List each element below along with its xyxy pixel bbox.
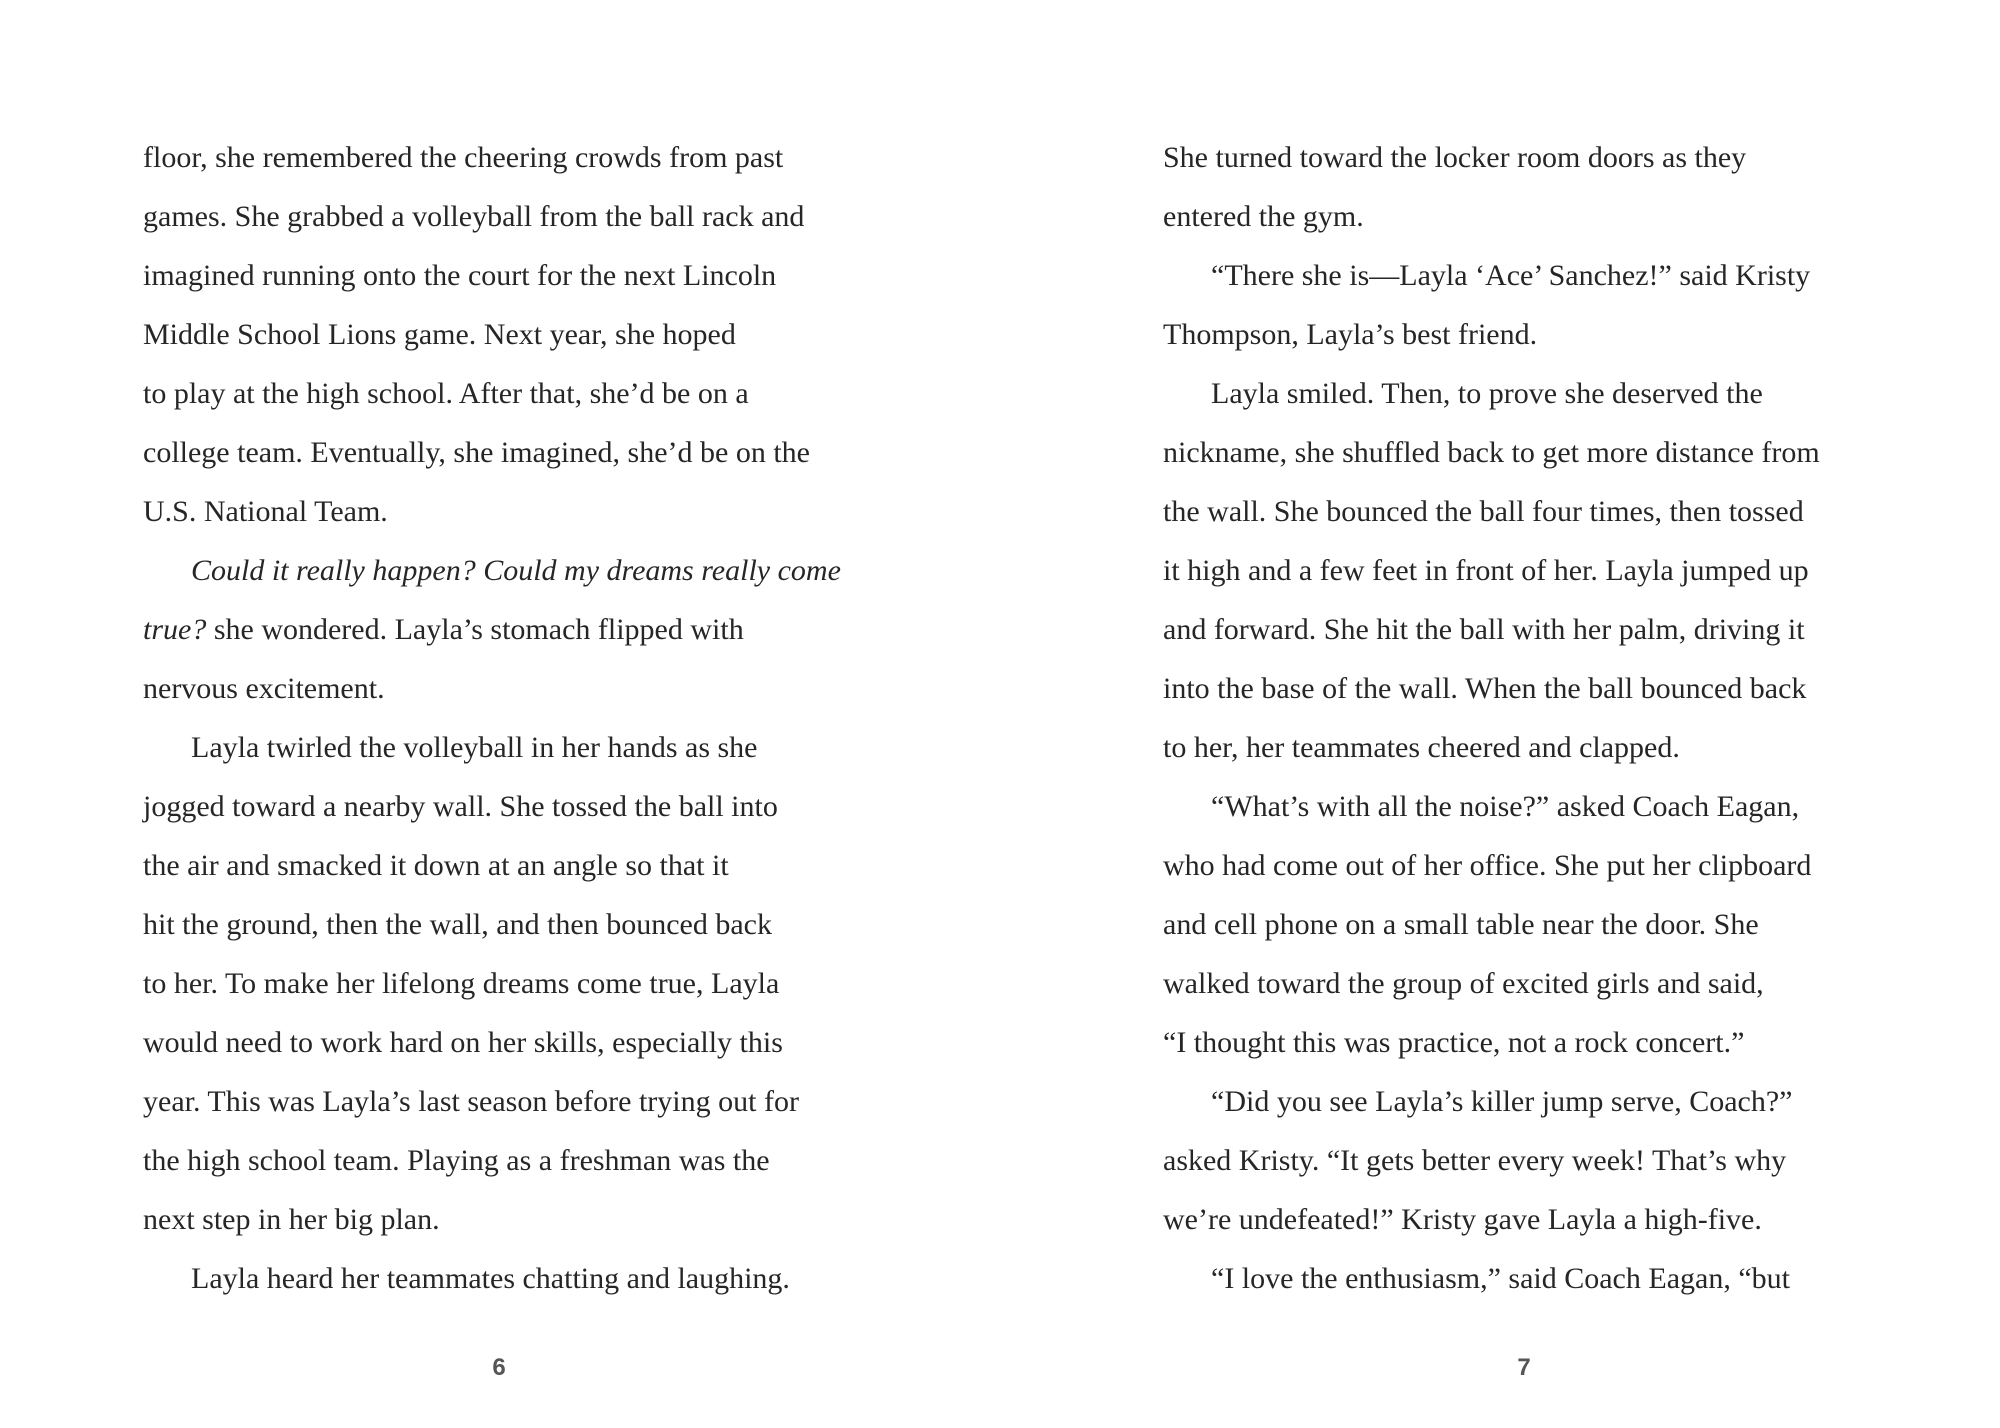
italic-phrase: true? [143,613,207,646]
text-line: Layla heard her teammates chatting and laughing. [191,1262,790,1295]
text-line: games. She grabbed a volleyball from the ball rack and [143,200,805,233]
text-line: “There she is—Layla ‘Ace’ Sanchez!” said Kristy [1211,259,1811,292]
text-line: hit the ground, then the wall, and then bounced back [143,908,772,941]
text-line: the wall. She bounced the ball four times, then tossed [1163,495,1804,528]
text-line: next step in her big plan. [143,1203,440,1236]
text-line: “I love the enthusiasm,” said Coach Eagan, “but [1211,1262,1790,1295]
page-number: 7 [1517,1354,1531,1381]
text-line: to play at the high school. After that, she’d be on a [143,377,749,410]
text-line: “I thought this was practice, not a rock concert.” [1163,1026,1745,1059]
right-page-text [1163,128,1888,1308]
text-line: She turned toward the locker room doors as they [1163,141,1747,174]
text-run: she wondered. Layla’s stomach flipped with [206,613,744,646]
text-line: year. This was Layla’s last season before trying out for [143,1085,799,1118]
text-line: jogged toward a nearby wall. She tossed the ball into [143,790,778,823]
page-number: 6 [492,1354,506,1381]
text-line: walked toward the group of excited girls and said, [1163,967,1764,1000]
right-page [1000,0,2000,1428]
text-line: Layla smiled. Then, to prove she deserved the [1211,377,1763,410]
text-line: entered the gym. [1163,200,1364,233]
text-line: the air and smacked it down at an angle so that it [143,849,729,882]
text-line: who had come out of her office. She put her clipboard [1163,849,1812,882]
text-line: and cell phone on a small table near the door. She [1163,908,1759,941]
text-line: college team. Eventually, she imagined, she’d be on the [143,436,811,469]
text-line: Layla twirled the volleyball in her hands as she [191,731,758,764]
text-line: would need to work hard on her skills, especially this [143,1026,783,1059]
text-line: to her. To make her lifelong dreams come true, Layla [143,967,780,1000]
text-line: the high school team. Playing as a freshman was the [143,1144,770,1177]
text-line: it high and a few feet in front of her. Layla jumped up [1163,554,1809,587]
text-line: nickname, she shuffled back to get more distance from [1163,436,1820,469]
text-line: imagined running onto the court for the next Lincoln [143,259,777,292]
text-line: we’re undefeated!” Kristy gave Layla a high-five. [1163,1203,1762,1236]
text-line [143,600,868,659]
text-line: asked Kristy. “It gets better every week! That’s why [1163,1144,1787,1177]
text-line: “Did you see Layla’s killer jump serve, Coach?” [1211,1085,1793,1118]
left-page-text [143,128,868,1308]
text-line: U.S. National Team. [143,495,388,528]
text-line: Could it really happen? Could my dreams really come [191,554,841,587]
text-line: and forward. She hit the ball with her palm, driving it [1163,613,1805,646]
text-line: “What’s with all the noise?” asked Coach Eagan, [1211,790,1800,823]
text-line: into the base of the wall. When the ball bounced back [1163,672,1807,705]
text-line: nervous excitement. [143,672,385,705]
text-line: floor, she remembered the cheering crowds from past [143,141,784,174]
text-line: to her, her teammates cheered and clapped. [1163,731,1680,764]
text-line: Middle School Lions game. Next year, she hoped [143,318,736,351]
text-line: Thompson, Layla’s best friend. [1163,318,1538,351]
